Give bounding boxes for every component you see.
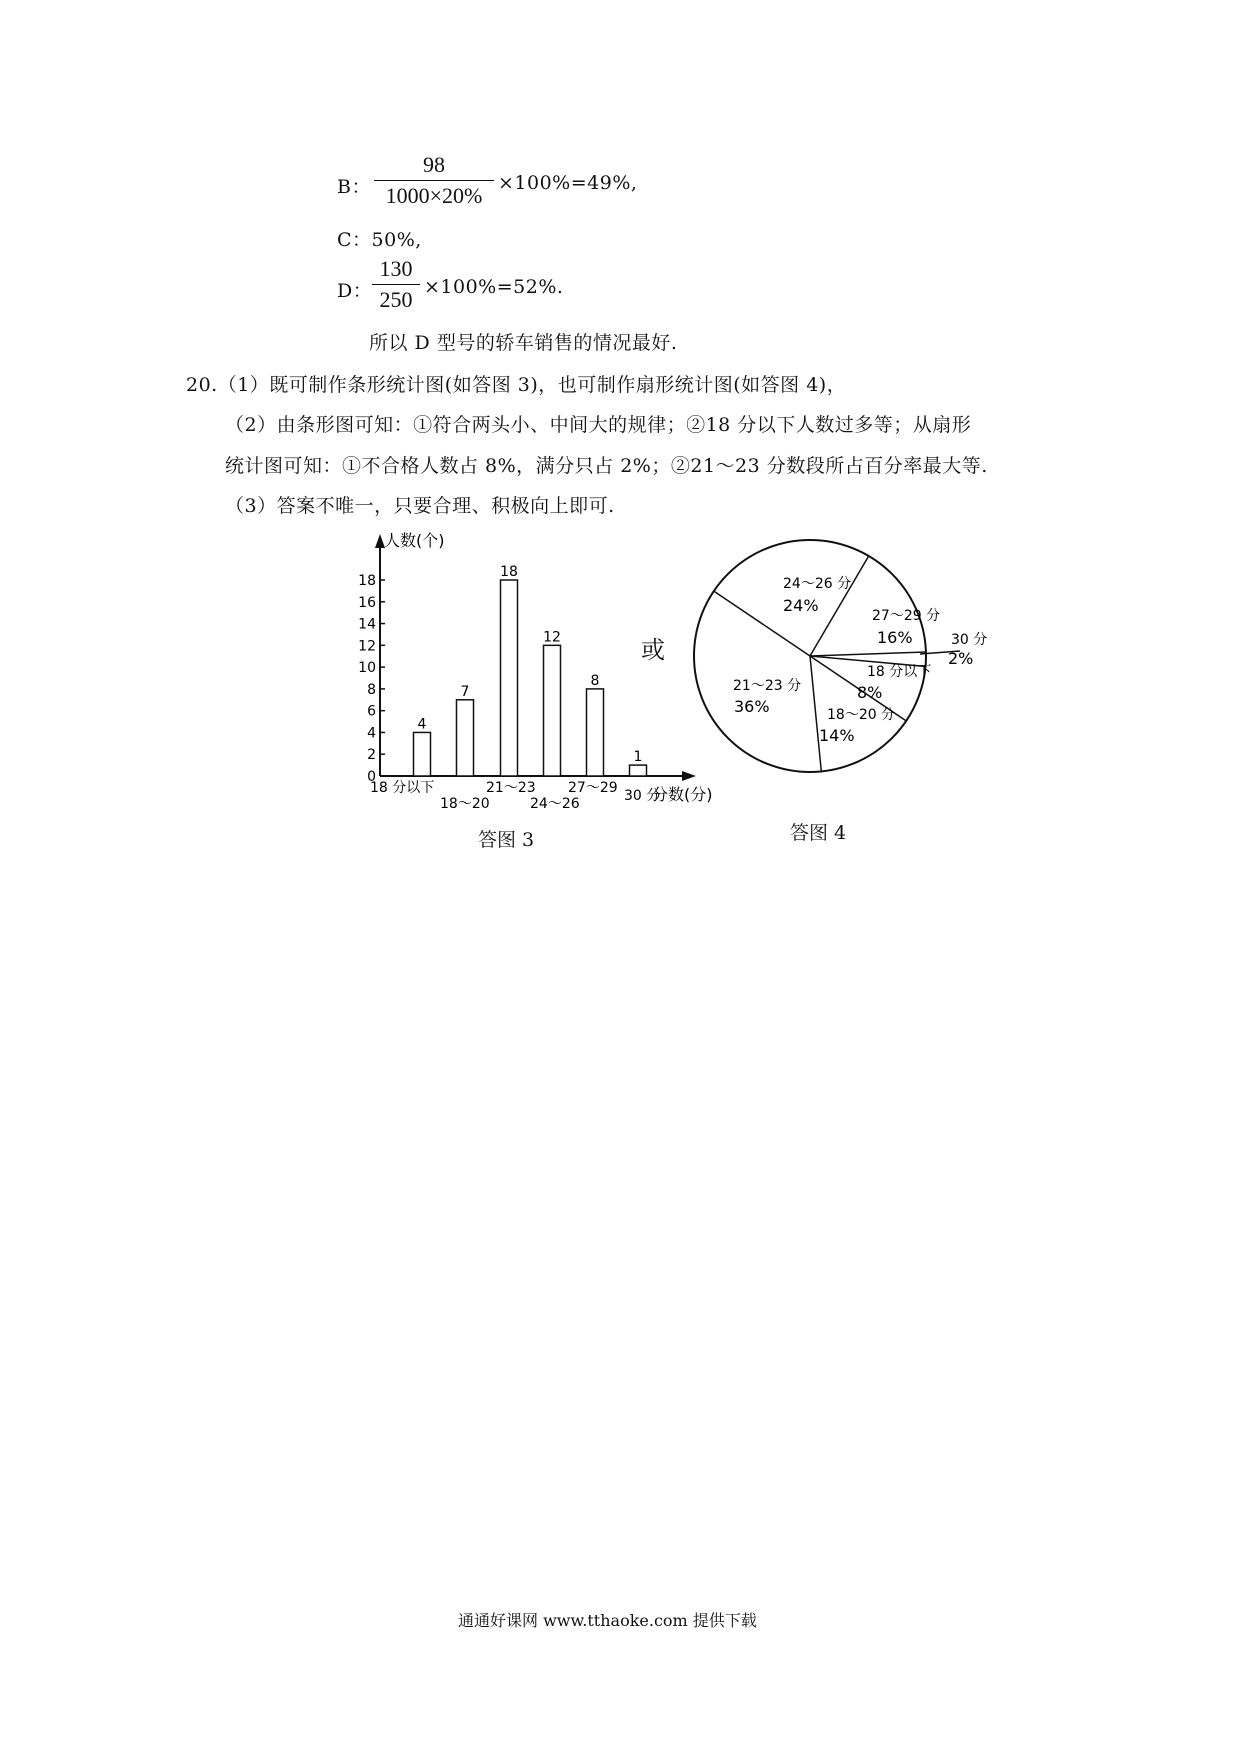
- pie-slice-label: 18～20 分: [827, 707, 896, 723]
- b-rest: ×100%=49%,: [498, 172, 638, 194]
- bar: [414, 732, 431, 776]
- y-tick-label: 12: [358, 638, 376, 655]
- bar-chart-y-axis-label: 人数(个): [384, 531, 445, 550]
- b-label: B：: [337, 176, 371, 198]
- pie-slice-percent: 2%: [948, 649, 974, 668]
- pie-slice-label: 18 分以下: [867, 664, 932, 680]
- bar-chart-bars: [414, 564, 647, 776]
- b-denominator: 1000×20%: [385, 183, 483, 208]
- bar-data-label: 12: [543, 629, 561, 646]
- pie-slice-percent: 14%: [819, 726, 855, 745]
- b-fraction: [374, 152, 494, 209]
- conclusion: 所以 D 型号的轿车销售的情况最好.: [369, 332, 678, 354]
- bar-data-label: 7: [460, 683, 470, 700]
- part2-line1: （2）由条形图可知：①符合两头小、中间大的规律；②18 分以下人数过多等；从扇形: [225, 414, 972, 436]
- pie-chart-caption: 答图 4: [790, 822, 847, 844]
- bar-data-label: 1: [633, 749, 643, 766]
- pie-slice-percent: 8%: [857, 683, 883, 702]
- bar-chart: [358, 528, 713, 818]
- pie-slice-percent: 16%: [877, 628, 913, 647]
- d-label: D：: [337, 280, 373, 302]
- b-numerator: 98: [423, 152, 445, 177]
- pie-slice-label: 27～29 分: [872, 608, 941, 624]
- bar-chart-x-axis-label: 分数(分): [652, 785, 713, 804]
- fraction-bar: [372, 284, 420, 285]
- or-text: 或: [641, 636, 665, 664]
- y-tick-label: 2: [367, 747, 376, 764]
- bar: [630, 765, 647, 776]
- bar-chart-caption: 答图 3: [478, 829, 535, 851]
- d-numerator: 130: [379, 256, 413, 281]
- part2-line2: 统计图可知：①不合格人数占 8%，满分只占 2%；②21～23 分数段所占百分率最大等.: [225, 455, 988, 477]
- pie-slice-label: 30 分: [951, 632, 988, 648]
- y-tick-label: 16: [358, 594, 376, 611]
- x-category-label: 27～29: [568, 780, 618, 796]
- y-tick-label: 0: [367, 769, 376, 785]
- x-category-label: 24～26: [530, 796, 580, 812]
- bar-data-label: 4: [417, 716, 427, 733]
- part3: （3）答案不唯一，只要合理、积极向上即可.: [225, 495, 615, 517]
- bar: [544, 645, 561, 776]
- bar: [501, 580, 518, 776]
- bar: [457, 700, 474, 776]
- pie-slice-label: 24～26 分: [783, 576, 852, 592]
- x-category-label: 30 分: [624, 788, 661, 804]
- y-tick-label: 4: [367, 725, 376, 742]
- x-category-label: 18 分以下: [370, 780, 435, 796]
- y-tick-label: 14: [358, 616, 376, 633]
- bar: [587, 689, 604, 776]
- fraction-bar: [374, 180, 494, 181]
- y-tick-label: 8: [367, 681, 376, 698]
- bar-chart-x-labels: [370, 780, 660, 812]
- pie-divider: [810, 556, 869, 656]
- pie-slice-label: 21～23 分: [733, 678, 802, 694]
- part1: 20.（1）既可制作条形统计图(如答图 3)，也可制作扇形统计图(如答图 4)，: [186, 374, 847, 396]
- y-tick-label: 6: [367, 703, 376, 720]
- y-tick-label: 10: [358, 660, 376, 677]
- c-line: C：50%,: [337, 229, 422, 251]
- footer: 通通好课网 www.tthaoke.com 提供下载: [458, 1611, 757, 1630]
- pie-slice-percent: 24%: [783, 596, 819, 615]
- d-denominator: 250: [379, 287, 413, 312]
- d-fraction: [372, 256, 420, 313]
- bar-data-label: 8: [590, 672, 600, 689]
- y-tick-label: 18: [358, 573, 376, 589]
- bar-data-label: 18: [500, 564, 518, 580]
- d-rest: ×100%=52%.: [424, 276, 564, 298]
- pie-divider: [810, 652, 926, 656]
- x-category-label: 18～20: [440, 796, 490, 812]
- pie-slice-percent: 36%: [734, 697, 770, 716]
- pie-divider: [810, 656, 821, 771]
- x-category-label: 21～23: [486, 780, 536, 796]
- pie-chart: [685, 538, 1005, 778]
